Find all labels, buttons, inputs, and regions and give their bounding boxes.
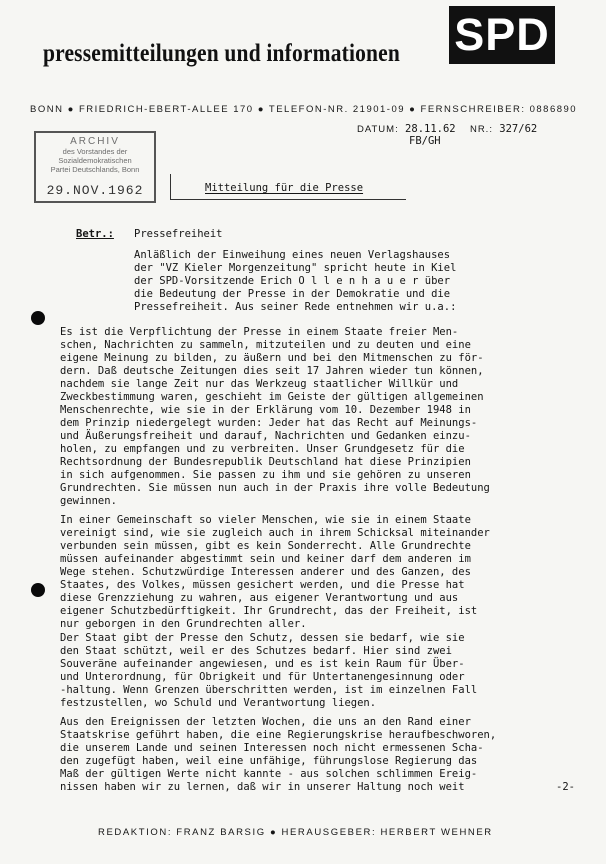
divider-vertical [170,174,171,200]
nr-label: NR.: [469,124,493,135]
archive-stamp [34,131,156,203]
text-line: nachdem sie lange Zeit nur das Werkzeug staatlicher Willkür und [60,378,459,390]
text-line: Zweckbestimmung waren, geschieht im Geiste der gültigen allgemeinen [60,391,484,403]
text-line: Der Staat gibt der Presse den Schutz, dessen sie bedarf, wie sie [60,632,465,644]
footer-credits: REDAKTION: FRANZ BARSIG ● HERAUSGEBER: HERBERT WEHNER [98,827,493,838]
initials: FB/GH [409,135,441,147]
text-line: Menschenrechte, wie sie in der Erklärung vom 10. Dezember 1948 in [60,404,471,416]
stamp-date: 29.NOV.1962 [46,183,144,198]
text-line: festzustellen, wo Schuld und Verantwortung liegen. [60,697,377,709]
intro-line: der SPD-Vorsitzende Erich O l l e n h a u e r über [134,275,451,287]
text-line: und Äußerungsfreiheit und darauf, Nachrichten und Gedanken einzu- [60,430,471,442]
stamp-line-2: des Vorstandes der Sozialdemokratischen [58,147,132,165]
paragraph-3 [60,632,477,710]
text-line: eigener Schutzbedürftigkeit. Ihr Grundrecht, das der Freiheit, ist [60,605,478,617]
text-line: dern. Daß deutsche Zeitungen dies seit 17 Jahren wieder tun können, [60,365,484,377]
text-line: Maß der gültigen Werte nicht kannte - aus solchen schlimmen Ereig- [60,768,478,780]
text-line: holen, zu empfangen und zu verbreiten. Unser Grundgesetz für die [60,443,465,455]
paragraph-4 [60,716,496,794]
datum-value: 28.11.62 [405,123,456,135]
text-line: verbunden sein müssen, gibt es kein Sonderrecht. Alle Grundrechte [60,540,471,552]
punch-hole-bottom [31,583,45,597]
text-line: dem Prinzip niedergelegt wurden: Jeder hat das Recht auf Meinungs- [60,417,478,429]
stamp-line-1: ARCHIV [70,136,120,147]
text-line: Rechtsordnung der Bundesrepublik Deutschland hat diese Prinzipien [60,456,471,468]
divider-horizontal [170,199,406,200]
text-line: Aus den Ereignissen der letzten Wochen, die uns an den Rand einer [60,716,471,728]
intro-block [134,249,456,314]
intro-line: Pressefreiheit. Aus seiner Rede entnehmen wir u.a.: [134,301,457,313]
text-line: Souveräne aufeinander angewiesen, und es ist kein Raum für Über- [60,658,465,670]
spd-logo: SPD [449,6,555,64]
betreff-value: Pressefreiheit [134,228,223,240]
text-line: müssen aufeinander abgestimmt sein und keiner darf dem anderen im [60,553,471,565]
nr-value: 327/62 [499,123,538,135]
text-line: Staatskrise geführt haben, die eine Regierungskrise heraufbeschworen, [60,729,497,741]
intro-line: der "VZ Kieler Morgenzeitung" spricht heute in Kiel [134,262,457,274]
paragraph-1 [60,326,490,508]
text-line: diese Grenzziehung zu wahren, aus eigener Verantwortung und aus [60,592,459,604]
paragraph-2 [60,514,490,631]
text-line: Grundrechten. Sie müssen nun auch in der Praxis ihre volle Bedeutung [60,482,490,494]
page-marker: -2- [556,781,575,793]
date-number-line [357,123,537,135]
text-line: nissen haben wir zu lernen, daß wir in unserer Haltung noch weit [60,781,465,793]
text-line: In einer Gemeinschaft so vieler Menschen, wie sie in einem Staate [60,514,471,526]
text-line: eigene Meinung zu bilden, zu äußern und bei den Mitmenschen zu för- [60,352,484,364]
text-line: -haltung. Wenn Grenzen überschritten werden, ist im einzelnen Fall [60,684,478,696]
text-line: den zugefügt haben, weil eine unfähige, führungslose Regierung das [60,755,478,767]
intro-line: Anläßlich der Einweihung eines neuen Verlagshauses [134,249,451,261]
punch-hole-top [31,311,45,325]
text-line: Wege stehen. Schutzwürdige Interessen anderer und des Ganzen, des [60,566,471,578]
text-line: in sich aufgenommen. Sie passen zu ihm und sie gehören zu unseren [60,469,471,481]
intro-line: die Bedeutung der Presse in der Demokratie und die [134,288,451,300]
text-line: Staates, des Volkes, müssen gesichert werden, und die Presse hat [60,579,465,591]
masthead-title: pressemitteilungen und informationen [43,40,400,67]
text-line: nur geborgen in den Grundrechten aller. [60,618,307,630]
address-line: BONN ● FRIEDRICH-EBERT-ALLEE 170 ● TELEFON-NR. 21901-09 ● FERNSCHREIBER: 0886890 [30,104,578,115]
betreff-label: Betr.: [76,228,114,240]
text-line: gewinnen. [60,495,117,507]
datum-label: DATUM: [357,124,399,135]
text-line: vereinigt sind, wie sie zugleich auch in ihrem Schicksal miteinander [60,527,490,539]
press-notice: Mitteilung für die Presse [205,182,364,194]
stamp-line-3: Partei Deutschlands, Bonn [50,165,140,174]
text-line: und Unterordnung, für Obrigkeit und für Untertanengesinnung oder [60,671,465,683]
text-line: Es ist die Verpflichtung der Presse in einem Staate freier Men- [60,326,459,338]
text-line: den Staat schützt, weil er des Schutzes bedarf. Hier sind zwei [60,645,452,657]
text-line: die unserem Lande und seinen Interessen noch nicht ermessenen Scha- [60,742,484,754]
text-line: schen, Nachrichten zu sammeln, mitzuteilen und zu deuten und eine [60,339,471,351]
